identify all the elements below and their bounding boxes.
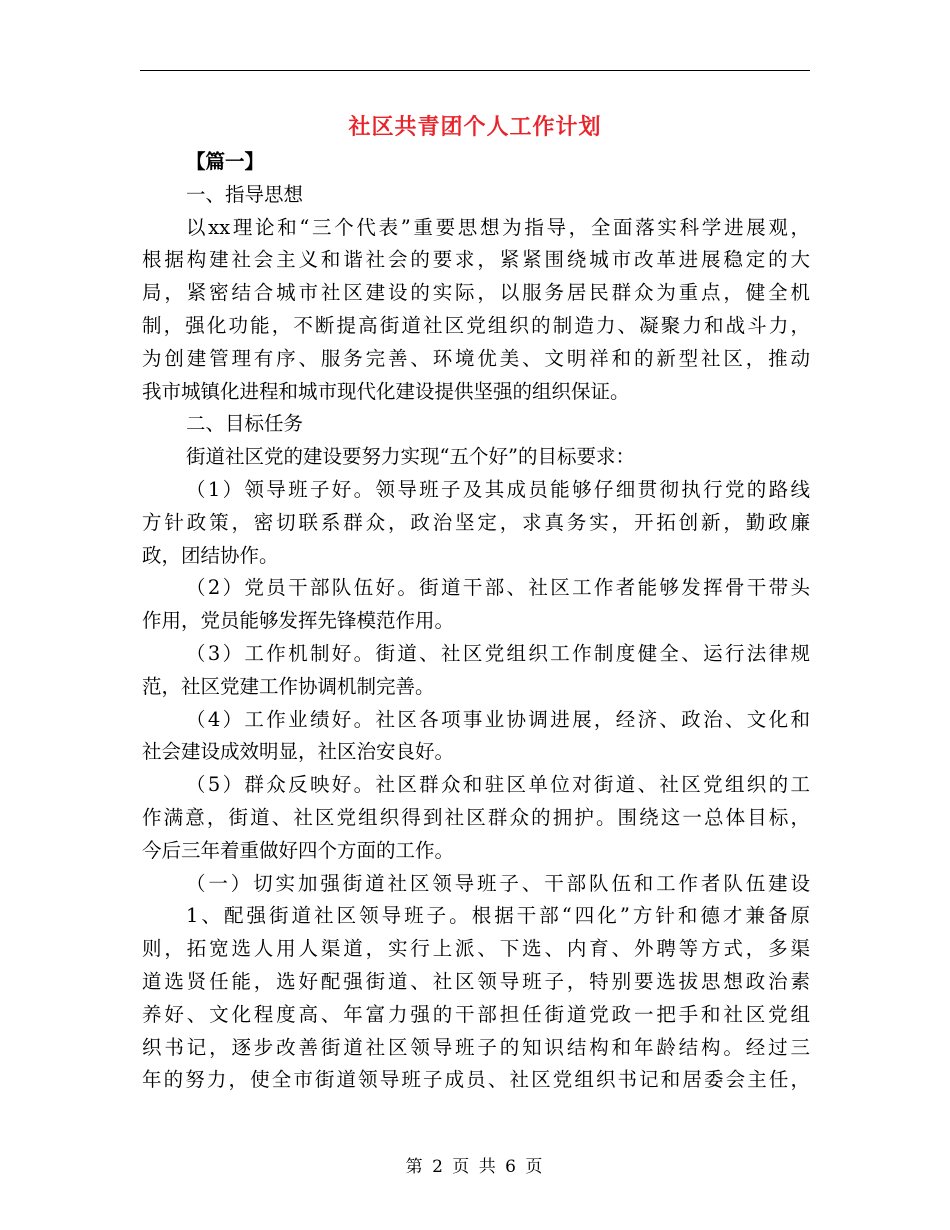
paragraph-line: 街道社区党的建设要努力实现“五个好”的目标要求：	[186, 445, 635, 469]
paragraph-line: 年的努力，使全市街道领导班子成员、社区党组织书记和居委会主任，	[142, 1068, 810, 1092]
paragraph-line: （2）党员干部队伍好。街道干部、社区工作者能够发挥骨干带头	[186, 576, 810, 600]
paragraph-line: 范，社区党建工作协调机制完善。	[142, 674, 435, 698]
paragraph-line: 今后三年着重做好四个方面的工作。	[142, 838, 455, 862]
paragraph-line: 方针政策，密切联系群众，政治坚定，求真务实，开拓创新，勤政廉	[142, 510, 810, 534]
page-number: 第 2 页 共 6 页	[405, 1157, 545, 1177]
subsection-heading: 二、目标任务	[186, 412, 304, 436]
paragraph-line: （4）工作业绩好。社区各项事业协调进展，经济、政治、文化和	[186, 707, 810, 731]
paragraph-line: 养好、文化程度高、年富力强的干部担任街道党政一把手和社区党组	[142, 1002, 810, 1026]
paragraph-line: 作用，党员能够发挥先锋模范作用。	[142, 609, 455, 633]
paragraph-line: 社会建设成效明显，社区治安良好。	[142, 740, 455, 764]
header-rule	[140, 70, 810, 71]
section-heading: 【篇一】	[186, 150, 265, 173]
paragraph-line: （5）群众反映好。社区群众和驻区单位对街道、社区党组织的工	[186, 773, 810, 797]
subsection-heading: 一、指导思想	[186, 182, 304, 206]
paragraph-line: （一）切实加强街道社区领导班子、干部队伍和工作者队伍建设	[186, 871, 810, 895]
paragraph-line: （3）工作机制好。街道、社区党组织工作制度健全、运行法律规	[186, 641, 810, 665]
paragraph-line: 根据构建社会主义和谐社会的要求，紧紧围绕城市改革进展稳定的大	[142, 248, 810, 272]
document-title: 社区共青团个人工作计划	[348, 115, 602, 140]
paragraph-line: 局，紧密结合城市社区建设的实际，以服务居民群众为重点，健全机	[142, 281, 810, 305]
paragraph-line: 制，强化功能，不断提高街道社区党组织的制造力、凝聚力和战斗力，	[142, 313, 810, 337]
paragraph-line: 政，团结协作。	[142, 543, 279, 567]
paragraph-line: 作满意，街道、社区党组织得到社区群众的拥护。围绕这一总体目标，	[142, 805, 810, 829]
paragraph-line: 1、配强街道社区领导班子。根据干部“四化”方针和德才兼备原	[186, 904, 810, 928]
paragraph-line: 织书记，逐步改善街道社区领导班子的知识结构和年龄结构。经过三	[142, 1035, 810, 1059]
paragraph-line: 道选贤任能，选好配强街道、社区领导班子，特别要选拔思想政治素	[142, 969, 810, 993]
paragraph-line: 则，拓宽选人用人渠道，实行上派、下选、内育、外聘等方式，多渠	[142, 937, 810, 961]
paragraph-line: 为创建管理有序、服务完善、环境优美、文明祥和的新型社区，推动	[142, 346, 810, 370]
paragraph-line: （1）领导班子好。领导班子及其成员能够仔细贯彻执行党的路线	[186, 477, 810, 501]
paragraph-line: 以xx理论和“三个代表”重要思想为指导，全面落实科学进展观，	[186, 215, 810, 239]
document-body	[142, 146, 810, 1097]
paragraph-line: 我市城镇化进程和城市现代化建设提供坚强的组织保证。	[142, 379, 630, 403]
